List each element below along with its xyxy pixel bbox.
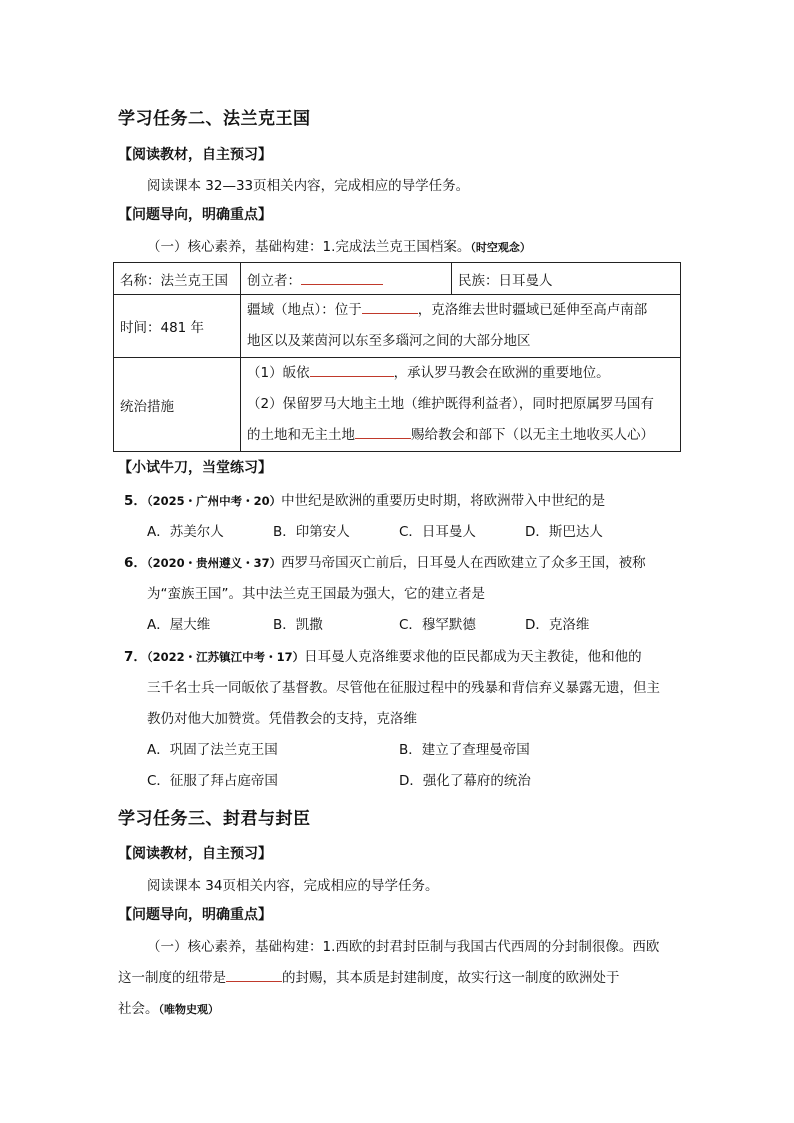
question-7-line2: 三千名士兵一同皈依了基督教。尽管他在征服过程中的残暴和背信弃义暴露无遗，但主 xyxy=(147,680,660,696)
q6-option-c[interactable]: C．穆罕默德 xyxy=(399,617,476,633)
task2-title: 学习任务二、法兰克王国 xyxy=(118,109,311,129)
founder-blank[interactable] xyxy=(301,283,383,285)
task3-read-heading: 【阅读教材，自主预习】 xyxy=(118,846,272,862)
q6-option-d[interactable]: D．克洛维 xyxy=(525,617,590,633)
cell-territory: 疆域（地点）：位于 ，克洛维去世时疆域已延伸至高卢南部 地区以及莱茵河以东至多瑙河之间的大部分地区 xyxy=(241,295,681,358)
convert-blank[interactable] xyxy=(310,375,394,377)
territory-blank[interactable] xyxy=(362,312,418,314)
question-7: 7．（2022・江苏镇江中考・17）日耳曼人克洛维要求他的臣民都成为天主教徒，他和他的 xyxy=(124,649,642,665)
grant-blank[interactable] xyxy=(355,437,411,439)
q7-option-d[interactable]: D．强化了幕府的统治 xyxy=(399,773,531,789)
task3-guide-heading: 【问题导向，明确重点】 xyxy=(118,907,272,923)
q7-option-c[interactable]: C．征服了拜占庭帝国 xyxy=(147,773,278,789)
q5-option-b[interactable]: B．印第安人 xyxy=(273,524,350,540)
task2-read-text: 阅读课本 32—33页相关内容，完成相应的导学任务。 xyxy=(147,178,470,194)
cell-time: 时间：481 年 xyxy=(114,295,241,358)
q7-option-a[interactable]: A．巩固了法兰克王国 xyxy=(147,742,278,758)
q6-option-a[interactable]: A．屋大维 xyxy=(147,617,211,633)
cell-name: 名称：法兰克王国 xyxy=(114,263,241,295)
q5-option-c[interactable]: C．日耳曼人 xyxy=(399,524,476,540)
task2-read-heading: 【阅读教材，自主预习】 xyxy=(118,147,272,163)
cell-founder: 创立者： xyxy=(241,263,452,295)
literacy-tag: （时空观念） xyxy=(470,241,531,254)
cell-rule-label: 统治措施 xyxy=(114,358,241,452)
task3-read-text: 阅读课本 34页相关内容，完成相应的导学任务。 xyxy=(147,878,439,894)
q5-option-a[interactable]: A．苏美尔人 xyxy=(147,524,224,540)
bond-blank[interactable] xyxy=(226,980,282,982)
q5-option-d[interactable]: D．斯巴达人 xyxy=(525,524,603,540)
question-6: 6．（2020・贵州遵义・37）西罗马帝国灭亡前后，日耳曼人在西欧建立了众多王国，被称 xyxy=(124,555,646,571)
question-7-line3: 教仍对他大加赞赏。凭借教会的支持，克洛维 xyxy=(147,711,417,727)
q6-option-b[interactable]: B．凯撒 xyxy=(273,617,323,633)
cell-ethnic: 民族：日耳曼人 xyxy=(452,263,681,295)
task3-guide-line3: 社会。（唯物史观） xyxy=(118,1001,219,1017)
task3-title: 学习任务三、封君与封臣 xyxy=(118,809,311,829)
materialism-tag: （唯物史观） xyxy=(158,1003,219,1016)
cell-rule-measures: （1）皈依 ，承认罗马教会在欧洲的重要地位。 （2）保留罗马大地主土地（维护既得利益者），同时把原属罗马国有 的土地和无主土地 赐给教会和部下（以无主土地收买人心） xyxy=(241,358,681,452)
practice-heading: 【小试牛刀，当堂练习】 xyxy=(118,460,272,476)
question-5: 5．（2025・广州中考・20）中世纪是欧洲的重要历史时期，将欧洲带入中世纪的是 xyxy=(124,493,606,509)
guide-text: （一）核心素养，基础构建：1.完成法兰克王国档案。 xyxy=(147,239,471,255)
task3-guide-line2: 这一制度的纽带是 的封赐，其本质是封建制度，故实行这一制度的欧洲处于 xyxy=(118,970,620,986)
question-6-line2: 为“蛮族王国”。其中法兰克王国最为强大，它的建立者是 xyxy=(147,586,485,602)
frankish-kingdom-table xyxy=(113,262,681,452)
q7-option-b[interactable]: B．建立了查理曼帝国 xyxy=(399,742,530,758)
task3-guide-line1: （一）核心素养，基础构建：1.西欧的封君封臣制与我国古代西周的分封制很像。西欧 xyxy=(147,939,660,955)
task2-guide-text xyxy=(147,235,531,255)
task2-guide-heading: 【问题导向，明确重点】 xyxy=(118,207,272,223)
